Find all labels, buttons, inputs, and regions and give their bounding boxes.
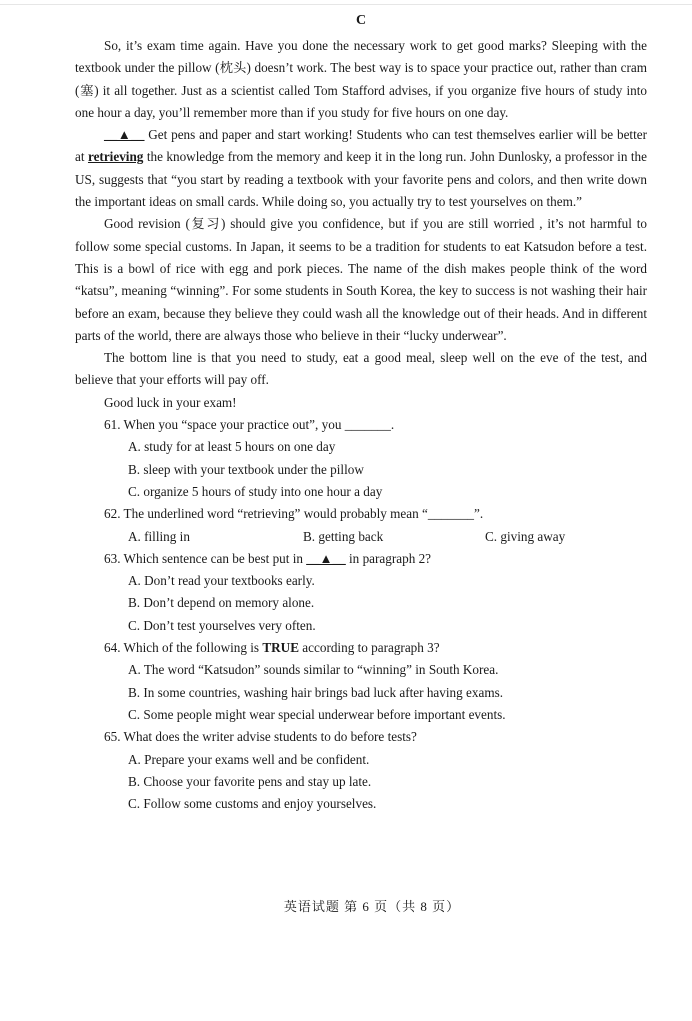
question-61: 61. When you “space your practice out”, you _______. (104, 417, 395, 433)
questions (75, 414, 647, 815)
question-64-bold: TRUE (262, 640, 299, 656)
paragraph-2 (75, 124, 647, 213)
option-65-c: C. Follow some customs and enjoy yourselves. (128, 796, 377, 812)
question-63-text-b: in paragraph 2? (345, 550, 432, 566)
question-63 (75, 548, 647, 570)
option-65-b: B. Choose your favorite pens and stay up late. (128, 773, 372, 789)
paragraph-5: Good luck in your exam! (104, 394, 237, 410)
option-62-a: A. filling in (128, 528, 190, 544)
question-64 (75, 637, 647, 659)
reading-passage (75, 35, 647, 815)
paragraph-2-text-a: Get pens and paper and start working! Students who can test themselves earlier will be better at (75, 127, 647, 165)
underlined-word: retrieving (87, 149, 144, 165)
question-63-text-a: 63. Which sentence can be best put in (104, 550, 307, 566)
option-61-b: B. sleep with your textbook under the pillow (128, 461, 364, 477)
question-65: 65. What does the writer advise students to do before tests? (104, 729, 417, 745)
option-64-c: C. Some people might wear special underwear before important events. (128, 706, 506, 722)
option-64-b: B. In some countries, washing hair brings bad luck after having exams. (128, 684, 504, 700)
option-63-c: C. Don’t test yourselves very often. (128, 617, 316, 633)
question-62: 62. The underlined word “retrieving” would probably mean “_______”. (104, 506, 484, 522)
section-heading: C (355, 13, 367, 28)
option-62-c: C. giving away (485, 528, 566, 544)
option-64-a: A. The word “Katsudon” sounds similar to “winning” in South Korea. (128, 662, 499, 678)
option-61-c: C. organize 5 hours of study into one hour a day (128, 483, 383, 499)
question-63-blank: __▲__ (306, 550, 346, 566)
option-63-b: B. Don’t depend on memory alone. (128, 595, 315, 611)
option-61-a: A. study for at least 5 hours on one day (128, 439, 336, 455)
option-62-b: B. getting back (303, 528, 384, 544)
paragraph-2-text-b: the knowledge from the memory and keep it in the long run. John Dunlosky, a professor in the US, suggests that “you start by reading a textbook with your favorite pens and colors, and then write down the important ideas on small cards. While doing so, you actually try to test yourselves on them.” (75, 149, 647, 210)
paragraph-3: Good revision (复习) should give you confidence, but if you are still worried , it’s not harmful to follow some special customs. In Japan, it seems to be a tradition for students to eat Katsudon before a test. This is a bowl of rice with egg and pork pieces. The name of the dish makes people think of the word “katsu”, meaning “winning”. For some students in South Korea, the key to success is not washing their hair before an exam, because they believe they could wash all the knowledge out of their heads. And in different parts of the world, there are always those who believe in their “lucky underwear”. (75, 216, 647, 343)
blank-marker: __▲__ (104, 127, 145, 143)
paragraph-4: The bottom line is that you need to study, eat a good meal, sleep well on the eve of the test, and believe that your efforts will pay off. (75, 350, 647, 388)
question-64-text-b: according to paragraph 3? (299, 640, 440, 656)
option-63-a: A. Don’t read your textbooks early. (128, 573, 315, 589)
page-footer: 英语试题 第 6 页（共 8 页） (283, 899, 461, 914)
option-65-a: A. Prepare your exams well and be confident. (128, 751, 370, 767)
options-62 (75, 526, 647, 548)
question-64-text-a: 64. Which of the following is (104, 640, 263, 656)
top-border-line (0, 4, 692, 5)
paragraph-1: So, it’s exam time again. Have you done the necessary work to get good marks? Sleeping with the textbook under the pillow (枕头) doesn’t work. The best way is to space your practice out, rather than cram (塞) it all together. Just as a scientist called Tom Stafford advises, if you organize five hours of study into one hour a day, you’ll remember more than if you study for five hours on one day. (75, 38, 647, 120)
